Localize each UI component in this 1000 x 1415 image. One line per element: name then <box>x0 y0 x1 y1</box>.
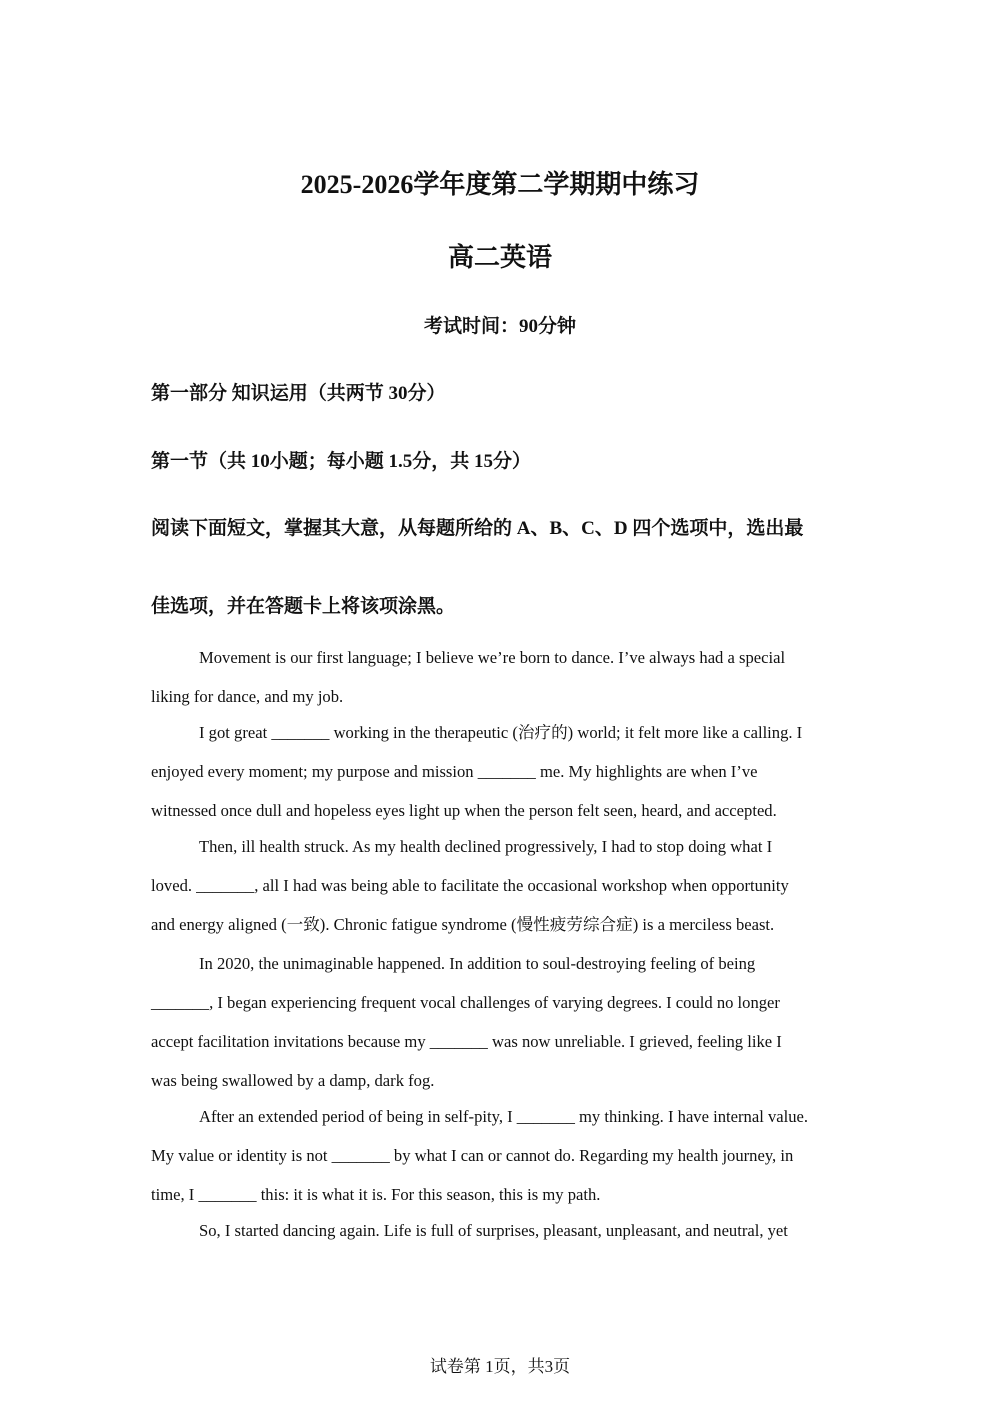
passage-line: Movement is our first language; I believe we’re born to dance. I’ve always had a special <box>199 648 786 667</box>
passage-line: Then, ill health struck. As my health declined progressively, I had to stop doing what I <box>199 837 773 856</box>
part-heading: 第一部分 知识运用（共两节 30分） <box>151 383 446 404</box>
passage-line: witnessed once dull and hopeless eyes light up when the person felt seen, heard, and accepted. <box>151 801 777 820</box>
passage-line: accept facilitation invitations because my _______ was now unreliable. I grieved, feeling like I <box>151 1032 782 1051</box>
passage-line: and energy aligned (一致). Chronic fatigue syndrome (慢性疲劳综合症) is a merciless beast. <box>151 915 775 934</box>
passage-line: liking for dance, and my job. <box>151 687 344 706</box>
instruction-line-2: 佳选项，并在答题卡上将该项涂黑。 <box>151 596 456 617</box>
page-number: 试卷第 1页，共3页 <box>429 1357 571 1376</box>
exam-time: 考试时间：90分钟 <box>423 316 576 337</box>
passage-line: So, I started dancing again. Life is full of surprises, pleasant, unpleasant, and neutral, yet <box>199 1221 788 1240</box>
instruction-line-1: 阅读下面短文，掌握其大意，从每题所给的 A、B、C、D 四个选项中，选出最 <box>151 518 804 539</box>
section-heading: 第一节（共 10小题；每小题 1.5分，共 15分） <box>151 451 532 472</box>
passage-line: enjoyed every moment; my purpose and mission _______ me. My highlights are when I’ve <box>151 762 758 781</box>
passage-line: was being swallowed by a damp, dark fog. <box>151 1071 435 1090</box>
cloze-passage <box>151 648 851 1241</box>
passage-line: _______, I began experiencing frequent vocal challenges of varying degrees. I could no longer <box>151 993 780 1012</box>
passage-line: My value or identity is not _______ by what I can or cannot do. Regarding my health journey, in <box>151 1146 794 1165</box>
passage-line: In 2020, the unimaginable happened. In addition to soul-destroying feeling of being <box>199 954 756 973</box>
exam-title: 2025-2026学年度第二学期期中练习 <box>300 170 700 199</box>
passage-line: I got great _______ working in the therapeutic (治疗的) world; it felt more like a calling. I <box>199 723 803 742</box>
passage-line: time, I _______ this: it is what it is. For this season, this is my path. <box>151 1185 601 1204</box>
exam-subject: 高二英语 <box>447 243 552 272</box>
passage-line: After an extended period of being in self-pity, I _______ my thinking. I have internal value. <box>199 1107 809 1126</box>
passage-line: loved. _______, all I had was being able to facilitate the occasional workshop when opportunity <box>151 876 789 895</box>
